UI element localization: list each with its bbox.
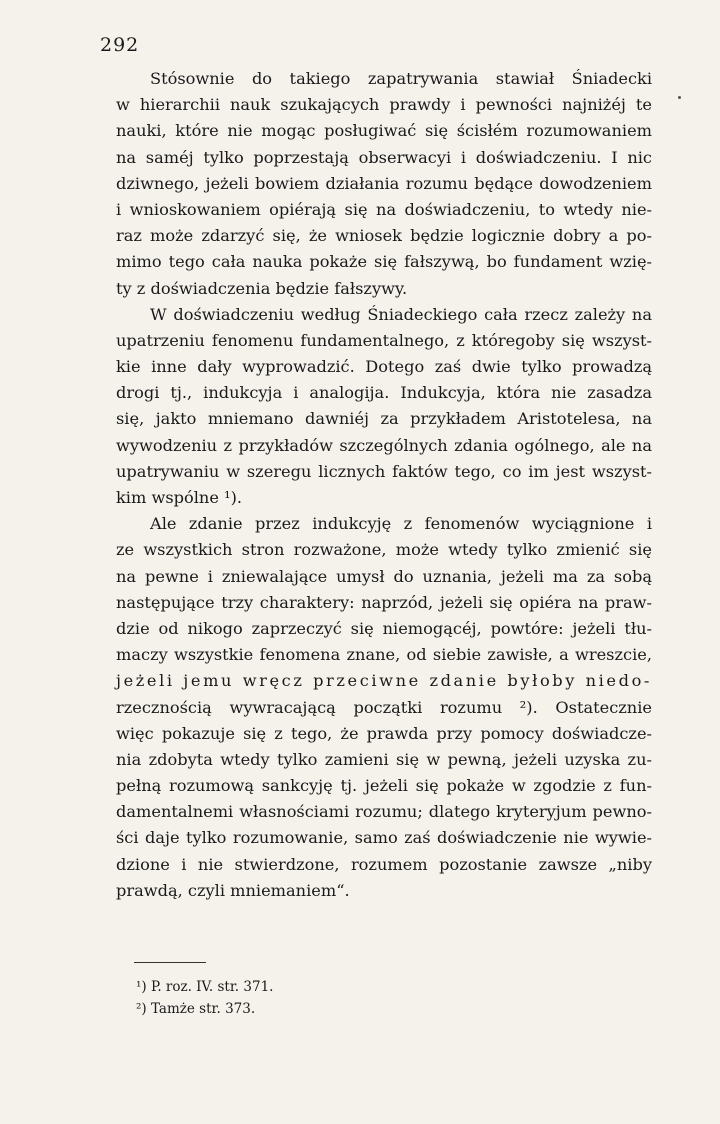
footnotes: [136, 976, 273, 1020]
text-line: następujące trzy charaktery: naprzód, jeżeli się opiéra na praw-: [116, 592, 652, 612]
text-line: nia zdobyta wtedy tylko zamieni się w pewną, jeżeli uzyska zu-: [116, 749, 652, 769]
text-line: ty z doświadczenia będzie fałszywy.: [116, 278, 408, 298]
footnote: ¹) P. roz. IV. str. 371.: [136, 979, 274, 995]
text-line: rzecznością wywracającą początki rozumu ²). Ostatecznie: [116, 697, 652, 717]
paper-speck: [678, 96, 681, 99]
text-line: kim wspólne ¹).: [116, 488, 243, 507]
text-line: upatrywaniu w szeregu licznych faktów tego, co im jest wszyst-: [116, 461, 652, 481]
text-line: i wnioskowaniem opiérają się na doświadczeniu, to wtedy nie-: [116, 199, 652, 219]
text-line: dziwnego, jeżeli bowiem działania rozumu będące dowodzeniem: [116, 173, 652, 193]
text-line: upatrzeniu fenomenu fundamentalnego, z któregoby się wszyst-: [116, 330, 652, 350]
text-line: pełną rozumową sankcyję tj. jeżeli się pokaże w zgodzie z fun-: [116, 776, 652, 796]
text-line: więc pokazuje się z tego, że prawda przy pomocy doświadcze-: [116, 723, 652, 743]
footnote-divider: [134, 962, 206, 963]
text-line: wywodzeniu z przykładów szczególnych zdania ogólnego, ale na: [116, 435, 652, 455]
body-text: [116, 66, 652, 904]
text-line: maczy wszystkie fenomena znane, od siebie zawisłe, a wreszcie,: [116, 645, 652, 665]
text-line: dzie od nikogo zaprzeczyć się niemogącéj, powtóre: jeżeli tłu-: [116, 618, 652, 638]
text-line: damentalnemi własnościami rozumu; dlatego kryteryjum pewno-: [116, 802, 652, 822]
text-line: W doświadczeniu według Śniadeckiego cała rzecz zależy na: [150, 304, 652, 324]
text-line: raz może zdarzyć się, że wniosek będzie logicznie dobry a po-: [116, 226, 652, 246]
text-line: jeżeli jemu wręcz przeciwne zdanie byłoby niedo-: [116, 671, 652, 691]
page-number: 292: [100, 34, 140, 56]
text-line: kie inne dały wyprowadzić. Dotego zaś dwie tylko prowadzą: [116, 357, 652, 377]
text-line: nauki, które nie mogąc posługiwać się ścisłém rozumowaniem: [116, 121, 652, 141]
text-line: w hierarchii nauk szukających prawdy i pewności najniżéj te: [116, 95, 652, 115]
text-line: Stósownie do takiego zapatrywania stawiał Śniadecki: [150, 69, 652, 88]
text-line: Ale zdanie przez indukcyję z fenomenów wyciągnione i: [150, 514, 652, 534]
text-line: się, jakto mniemano dawniéj za przykładem Aristotelesa, na: [116, 409, 652, 429]
text-line: ści daje tylko rozumowanie, samo zaś doświadczenie nie wywie-: [116, 828, 652, 848]
text-line: drogi tj., indukcyja i analogija. Indukcyja, która nie zasadza: [116, 383, 652, 403]
text-line: prawdą, czyli mniemaniem“.: [116, 880, 350, 900]
footnote: ²) Tamże str. 373.: [136, 1001, 256, 1017]
text-line: na saméj tylko poprzestają obserwacyi i doświadczeniu. I nic: [116, 147, 652, 167]
text-line: dzione i nie stwierdzone, rozumem pozostanie zawsze „niby: [116, 854, 652, 874]
text-line: mimo tego cała nauka pokaże się fałszywą, bo fundament wzię-: [116, 252, 652, 272]
text-line: ze wszystkich stron rozważone, może wtedy tylko zmienić się: [116, 540, 652, 560]
text-line: na pewne i zniewalające umysł do uznania, jeżeli ma za sobą: [116, 566, 652, 586]
